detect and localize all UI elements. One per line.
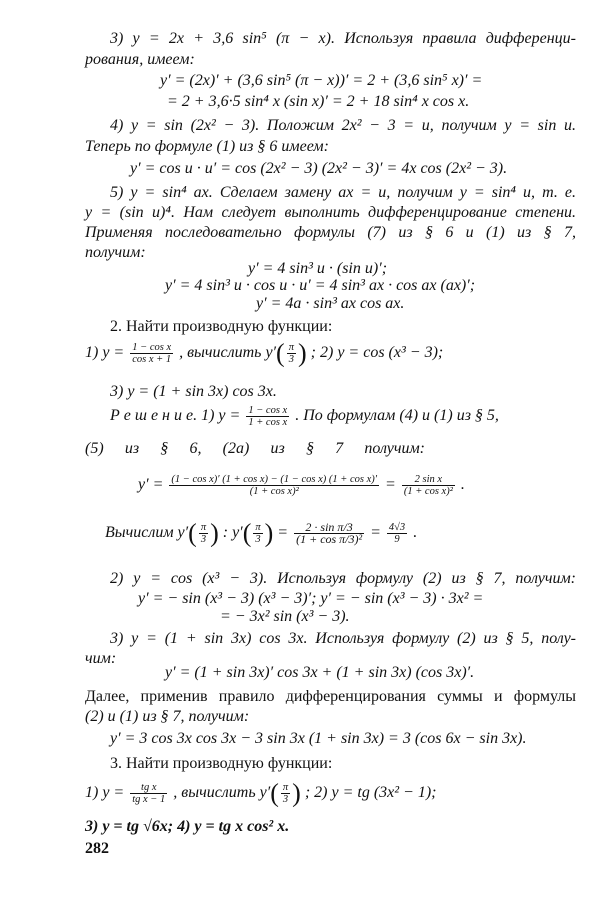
text-line: 2) y = cos (x³ − 3). Используя формулу (2) из § 7, получим: (110, 570, 576, 587)
task-line: 1) y = $\frac{\text{1 − cos x}}{\text{cos x + 1}}$ , вычислить y′( $\frac{\pi}{3}$ ) ; 2) y = cos (x³ − 3); (85, 338, 444, 368)
formula-text: Вычислим y′ (105, 524, 189, 542)
formula-text: y′ = (138, 476, 164, 494)
fraction: $\frac{\text{(1 − cos x)′ (1 + cos x) − (1 − cos x) (1 + cos x)′}}{\text{(1 + cos x)²}}$ (171, 474, 378, 497)
formula-line: = 2 + 3,6·5 sin⁴ x (sin x)′ = 2 + 18 sin⁴ x cos x. (167, 93, 470, 110)
fraction: $\frac{\text{1 − cos x}}{\text{cos x + 1}}$ (132, 342, 172, 365)
text-line: 4) y = sin (2x² − 3). Положим 2x² − 3 = u, получим y = sin u. (110, 117, 576, 134)
task-heading: 3. Найти производную функции: (110, 755, 333, 772)
fraction: $\frac{\pi}{3}$ (288, 342, 294, 365)
formula-text: . (413, 524, 418, 542)
solution-line (110, 405, 602, 428)
formula-line: y′ = cos u · u′ = cos (2x² − 3) (2x² − 3)′ = 4x cos (2x² − 3). (130, 160, 508, 177)
text-line: Далее, применив правило дифференцирования суммы и формулы (85, 688, 576, 705)
formula-text: Р е ш е н и е. 1) y = (110, 407, 241, 425)
formula-line: y′ = 3 cos 3x cos 3x − 3 sin 3x (1 + sin 3x) = 3 (cos 6x − sin 3x). (110, 730, 527, 747)
formula-line: y′ = (2x)′ + (3,6 sin⁵ (π − x))′ = 2 + (3,6 sin⁵ x)′ = (160, 72, 483, 89)
fraction: $\frac{\pi}{3}$ (200, 522, 207, 545)
formula-text: , вычислить y′ (179, 344, 277, 362)
formula-line: Вычислим y′( $\frac{\pi}{3}$ ) : y′( $\frac{\pi}{3}$ ) = $\frac{\text{2 · sin π/3}}{\text{(1 + cos π/3)²}}$ = $\frac{4√3}{9}$ . (105, 518, 418, 548)
formula-line: y′ = 4 sin³ u · cos u · u′ = 4 sin³ ax · cos ax (ax)′; (165, 277, 476, 294)
formula-text: 1) y = (85, 784, 125, 802)
text-line: чим: (85, 650, 117, 667)
text-line: получим: (85, 244, 146, 261)
text-line: рования, имеем: (85, 51, 195, 68)
text-line: 5) y = sin⁴ ax. Сделаем замену ax = u, получим y = sin⁴ u, т. е. (110, 184, 576, 201)
task-line: 3) y = tg √6x; 4) y = tg x cos² x. (85, 818, 290, 835)
formula-text: , вычислить y′ (173, 784, 271, 802)
text-line: 3) y = 2x + 3,6 sin⁵ (π − x). Используя правила дифференци- (110, 30, 576, 47)
fraction: $\frac{\text{2 · sin π/3}}{\text{(1 + cos π/3)²}}$ (296, 520, 363, 546)
formula-text: : y′ (222, 524, 243, 542)
text-line: (5) из § 6, (2a) из § 7 получим: (85, 440, 425, 457)
formula-line: y′ = 4a · sin³ ax cos ax. (256, 295, 405, 312)
formula-line (138, 474, 602, 497)
formula-text: = (370, 524, 381, 542)
task-line: 3) y = (1 + sin 3x) cos 3x. (110, 383, 277, 400)
text-line: Применяя последовательно формулы (7) из § 6 и (1) из § 7, (85, 224, 576, 241)
formula-line: y′ = − sin (x³ − 3) (x³ − 3)′; y′ = − sin (x³ − 3) · 3x² = (138, 590, 484, 607)
text-line: (2) и (1) из § 7, получим: (85, 708, 250, 725)
formula-text: ; 2) y = tg (3x² − 1); (304, 784, 437, 802)
fraction: $\frac{\text{1 − cos x}}{\text{1 + cos x}}$ (248, 405, 288, 428)
formula-text: ; 2) y = cos (x³ − 3); (310, 344, 444, 362)
formula-text: . (460, 476, 465, 494)
text-line: 3) y = (1 + sin 3x) cos 3x. Используя формулу (2) из § 5, полу- (110, 630, 576, 647)
task-line: 1) y = $\frac{\text{tg x}}{\text{tg x − 1}}$ , вычислить y′( $\frac{\pi}{3}$ ) ; 2) y = tg (3x² − 1); (85, 778, 437, 808)
formula-text: 1) y = (85, 344, 125, 362)
task-heading: 2. Найти производную функции: (110, 318, 333, 335)
page-number: 282 (85, 840, 109, 857)
formula-text: = (277, 524, 289, 542)
text-line: Теперь по формуле (1) из § 6 имеем: (85, 138, 329, 155)
formula-text: = (385, 476, 396, 494)
fraction: $\frac{\text{2 sin x}}{\text{(1 + cos x)²}}$ (403, 474, 453, 497)
fraction: $\frac{\pi}{3}$ (255, 522, 261, 545)
formula-line: y′ = (1 + sin 3x)′ cos 3x + (1 + sin 3x) (cos 3x)′. (165, 664, 475, 681)
fraction: $\frac{\text{tg x}}{\text{tg x − 1}}$ (132, 782, 166, 805)
fraction: $\frac{\pi}{3}$ (282, 782, 289, 805)
formula-line: = − 3x² sin (x³ − 3). (220, 608, 350, 625)
formula-text: . По формулам (4) и (1) из § 5, (295, 407, 499, 425)
text-line: y = (sin u)⁴. Нам следует выполнить дифференцирование степени. (85, 204, 576, 221)
formula-line: y′ = 4 sin³ u · (sin u)′; (248, 260, 388, 277)
fraction: $\frac{4√3}{9}$ (388, 522, 406, 545)
